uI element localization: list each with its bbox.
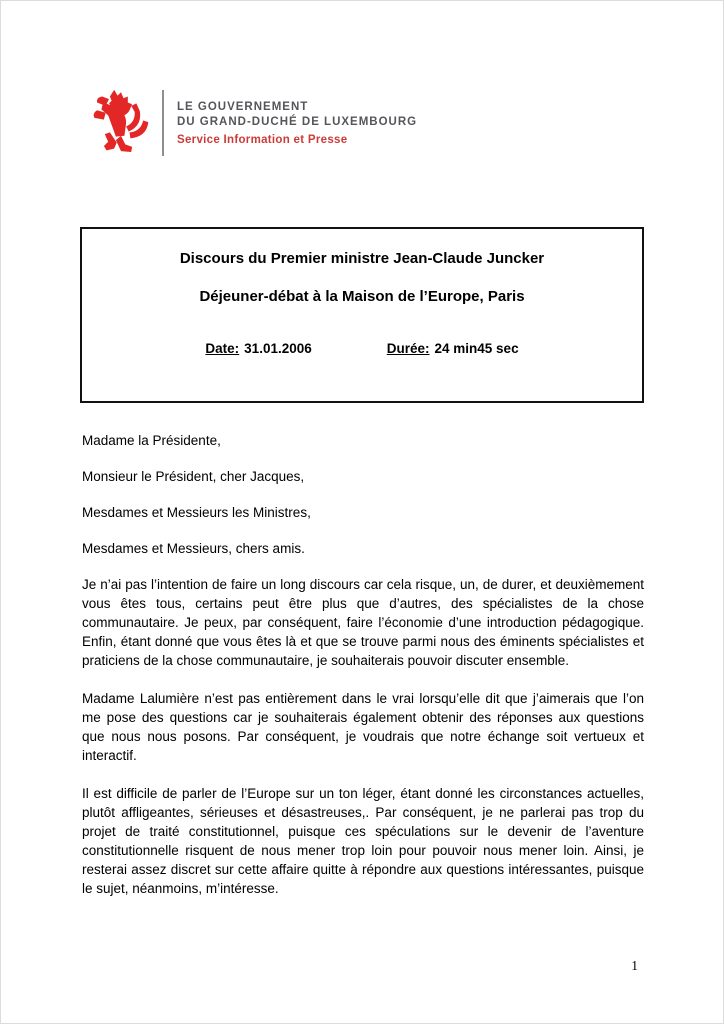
- date-label: Date:: [205, 341, 240, 356]
- duration-field: [387, 341, 519, 356]
- duration-value: 24 min45 sec: [434, 341, 519, 356]
- luxembourg-lion-icon: [90, 88, 152, 158]
- salutation-line: Mesdames et Messieurs, chers amis.: [82, 541, 305, 556]
- speech-title: Discours du Premier ministre Jean-Claude Juncker: [179, 250, 545, 267]
- date-value: 31.01.2006: [244, 341, 312, 356]
- speech-body: [82, 431, 644, 917]
- logo-government-line1: LE GOUVERNEMENT: [177, 101, 309, 113]
- paragraph: Madame Lalumière n’est pas entièrement dans le vrai lorsqu’elle dit que j’aimerais que l’on me pose des questions car je souhaiterais également obtenir des réponses aux questions que nous nous posons. Par conséquent, je voudrais que notre échange soit vertueux et interactif.: [82, 691, 644, 763]
- duration-label: Durée:: [386, 341, 430, 356]
- speech-meta: [82, 341, 642, 356]
- salutation-line: Monsieur le Président, cher Jacques,: [82, 469, 305, 484]
- speech-subtitle: Déjeuner-débat à la Maison de l’Europe, Paris: [199, 288, 525, 305]
- logo-government-line2: DU GRAND-DUCHÉ DE LUXEMBOURG: [177, 116, 418, 128]
- paragraph: Je n’ai pas l’intention de faire un long discours car cela risque, un, de durer, et deuxièmement vous êtes tous, certains peut être plus que d’autres, des spécialistes de la chose communautaire. Je peux, par conséquent, faire l’économie d’une introduction pédagogique. Enfin, étant donné que vous êtes là et que se trouve parmi nous des éminents spécialistes et praticiens de la chose communautaire, je souhaiterais pouvoir discuter ensemble.: [82, 577, 644, 668]
- date-field: [205, 341, 311, 356]
- logo-service-line: Service Information et Presse: [177, 134, 348, 146]
- paragraph: Il est difficile de parler de l’Europe sur un ton léger, étant donné les circonstances actuelles, plutôt affligeantes, sérieuses et désastreuses,. Par conséquent, je ne parlerai pas trop du projet de traité constitutionnel, puisque ces spéculations sur le devenir de l’aventure constitutionnelle risquent de nous mener trop loin pour pouvoir nous mener loin. Ainsi, je resterai assez discret sur cette affaire quitte à répondre aux questions intéressantes, puisque le sujet, néanmoins, m’intéresse.: [82, 786, 644, 896]
- logo-divider: [162, 90, 164, 156]
- logo-text: [177, 98, 417, 148]
- letterhead-logo: [90, 88, 417, 158]
- salutation-line: Mesdames et Messieurs les Ministres,: [82, 505, 311, 520]
- page-number: 1: [631, 958, 638, 973]
- salutation-line: Madame la Présidente,: [82, 433, 221, 448]
- title-box: [80, 227, 644, 403]
